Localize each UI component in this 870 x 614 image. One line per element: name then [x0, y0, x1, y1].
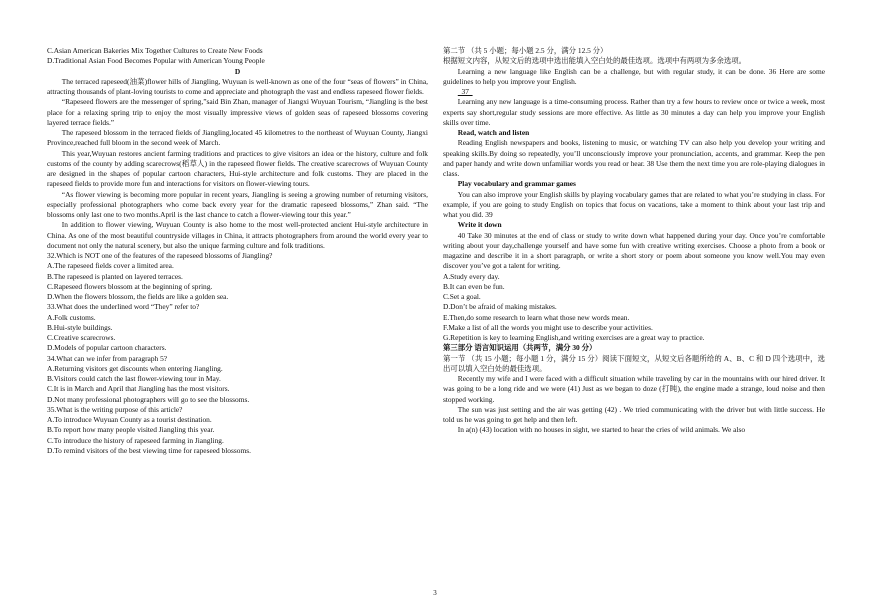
left-column-paragraph: B.To report how many people visited Jiangling this year. — [47, 425, 215, 435]
left-column-paragraph: C.It is in March and April that Jiangling has the most visitors. — [47, 384, 230, 394]
left-column-paragraph: C.Creative scarecrows. — [47, 333, 116, 342]
left-column-paragraph: D.When the flowers blossom, the fields are like a golden sea. — [47, 292, 229, 301]
left-column-paragraph: D.Traditional Asian Food Becomes Popular with American Young People — [47, 56, 265, 66]
left-column-paragraph: B.Hui-style buildings. — [47, 322, 113, 332]
left-column-paragraph: “Rapeseed flowers are the messenger of spring,”said Bin Zhan, manager of Jiangxi Wuyuan Tourism, “Jiangling is the best place for a relaxing spring trip to enjoy the most visually impressive views of golden seas of rapeseed blossoms covering layered terrace fields.” — [47, 97, 428, 127]
right-column-paragraph: D.Don’t be afraid of making mistakes. — [443, 302, 557, 312]
left-column-paragraph: D.Not many professional photographers will go to see the blossoms. — [47, 394, 250, 404]
left-column-paragraph: 34.What can we infer from paragraph 5? — [47, 353, 168, 363]
left-column-paragraph: 32.Which is NOT one of the features of the rapeseed blossoms of Jiangling? — [47, 251, 273, 260]
left-column-paragraph: D.Models of popular cartoon characters. — [47, 343, 167, 353]
left-column-paragraph: B.Visitors could catch the last flower-viewing tour in May. — [47, 374, 221, 383]
right-column-paragraph: A.Study every day. — [443, 271, 500, 281]
right-column-paragraph: You can also improve your English skills by playing vocabulary games that are related to what you’re studying in class. For example, if you are going to study English on topics that focus on vacations, take a moment to think about your last trip and what you did. 39 — [443, 189, 825, 219]
left-column-paragraph: A.Returning visitors get discounts when entering Jiangling. — [47, 363, 223, 373]
left-column-paragraph: D.To remind visitors of the best viewing time for rapeseed blossoms. — [47, 445, 251, 455]
right-column-paragraph: Write it down — [457, 220, 502, 230]
right-column-paragraph: 40 Take 30 minutes at the end of class or study to write down what happened during your day. Once you’re comfortable writing about your day,challenge yourself and have some fun with creative writing exercises. Choose a photo from a book or magazine and describe it in a short paragraph, or write a short story or poem about someone you know well.You may even discover you’ve got a talent for writing. — [443, 230, 825, 271]
left-column-paragraph: “As flower viewing is becoming more popular in recent years, Jiangling is seeing a growing number of returning visitors, especially professional photographers who come back every year for the dramatic rapeseed blossoms,” Zhan said. “The blossoms only last one to two months.April is the last chance to catch a flower-viewing tour this year.” — [47, 189, 428, 219]
left-column-paragraph: A.Folk customs. — [47, 312, 96, 322]
left-column-paragraph: A.To introduce Wuyuan County as a tourist destination. — [47, 415, 212, 424]
page-number: 3 — [433, 589, 437, 597]
right-column-paragraph: F.Make a list of all the words you might use to describe your activities. — [443, 322, 653, 332]
right-column-paragraph: Learning a new language like English can be a challenge, but with regular study, it can be done. 36 Here are some guidelines to help you improve your English. — [443, 66, 825, 86]
left-column-paragraph: In addition to flower viewing, Wuyuan County is also home to the most well-protected ancient Hui-style architecture in China. As one of the most beautiful countryside villages in China, it attracts photographers from around the world every year to document not only the natural scenery, but also the unique farming culture and folk traditions. — [47, 220, 428, 250]
left-column-paragraph: A.The rapeseed fields cover a limited area. — [47, 261, 174, 271]
right-column-paragraph: B.It can even be fun. — [443, 281, 505, 291]
right-column-paragraph: Learning any new language is a time-consuming process. Rather than try a few hours to review once or twice a week, most experts say short,regular study sessions are more effective. As little as 30 minutes a day can help you improve your English skills over time. — [443, 97, 825, 127]
left-column-paragraph: C.To introduce the history of rapeseed farming in Jiangling. — [47, 435, 224, 445]
right-column-paragraph: 第三部分 语言知识运用（共两节，满分 30 分） — [443, 343, 597, 353]
left-column-paragraph: This year,Wuyuan restores ancient farming traditions and practices to give visitors an idea or the history, culture and folk customs of the county by adding scarecrows(稻草人) in the rapeseed flower fields. The creative scarecrows of Wuyuan County are designed in the shapes of popular cartoon characters, Hui-style architecture and folk customs. They are placed in the rapeseed fields to provide more fun and interactions for visitors on flower-viewing tours. — [47, 148, 428, 189]
right-column-paragraph: In a(n) (43) location with no houses in sight, we started to hear the cries of wild animals. We also — [457, 425, 746, 435]
left-column-paragraph: D — [234, 66, 241, 76]
right-column-paragraph: Read, watch and listen — [457, 128, 530, 137]
right-column-paragraph: G.Repetition is key to learning English,and writing exercises are a great way to practice. — [443, 333, 705, 342]
right-column-paragraph: Play vocabulary and grammar games — [457, 179, 576, 189]
right-column-paragraph: E.Then,do some research to learn what those new words mean. — [443, 312, 630, 322]
right-column-paragraph: Recently my wife and I were faced with a difficult situation while traveling by car in the mountains with our hired driver. It was going to be a long ride and we were (41) Just as we began to doze (打盹), the engine made a strange, loud noise and then stopped working. — [443, 374, 825, 404]
left-column-paragraph: 33.What does the underlined word “They” refer to? — [47, 302, 200, 312]
left-column-paragraph: The rapeseed blossom in the terraced fields of Jiangling,located 45 kilometres to the northeast of Wuyuan County, Jiangxi Province,reached full bloom in the second week of March. — [47, 128, 428, 148]
right-column-paragraph: 第一节 （共 15 小题；每小题 1 分，满分 15 分）阅读下面短文，从短文后各题所给的 A、B、C 和 D 四个选项中，选出可以填入空白处的最佳选项。 — [443, 353, 825, 373]
right-column-paragraph: 第二节 （共 5 小题；每小题 2.5 分，满分 12.5 分） — [443, 46, 608, 55]
left-column — [47, 46, 428, 456]
right-column-paragraph: The sun was just setting and the air was getting (42) . We tried communicating with the driver but with little success. He told us he was going to get help and then left. — [443, 404, 825, 424]
left-column-paragraph: B.The rapeseed is planted on layered terraces. — [47, 271, 183, 281]
right-column-paragraph: 根据短文内容，从短文后的选项中选出能填入空白处的最佳选项。选项中有两项为多余选项。 — [443, 56, 747, 66]
left-column-paragraph: 35.What is the writing purpose of this article? — [47, 404, 183, 414]
left-column-paragraph: C.Asian American Bakeries Mix Together Cultures to Create New Foods — [47, 46, 263, 55]
left-column-paragraph: The terraced rapeseed(油菜)flower hills of Jiangling, Wuyuan is well-known as one of the four “seas of flowers” in China, attracting thousands of plant-loving tourists to come and appreciate and photograph the vast and endless rapeseed flower fields. — [47, 76, 428, 96]
right-column-paragraph: Reading English newspapers and books, listening to music, or watching TV can also help you develop your writing and speaking skills.By doing so repeatedly, you’ll unconsciously improve your pronunciation, accents, and grammar. Keep the pen and paper handy and write down unfamiliar words you read or hear. 38 Use them the next time you are role-playing dialogues in class. — [443, 138, 825, 178]
right-column-paragraph: 37 — [457, 87, 473, 96]
right-column — [443, 46, 825, 436]
left-column-paragraph: C.Rapeseed flowers blossom at the beginning of spring. — [47, 281, 213, 291]
right-column-paragraph: C.Set a goal. — [443, 292, 481, 301]
